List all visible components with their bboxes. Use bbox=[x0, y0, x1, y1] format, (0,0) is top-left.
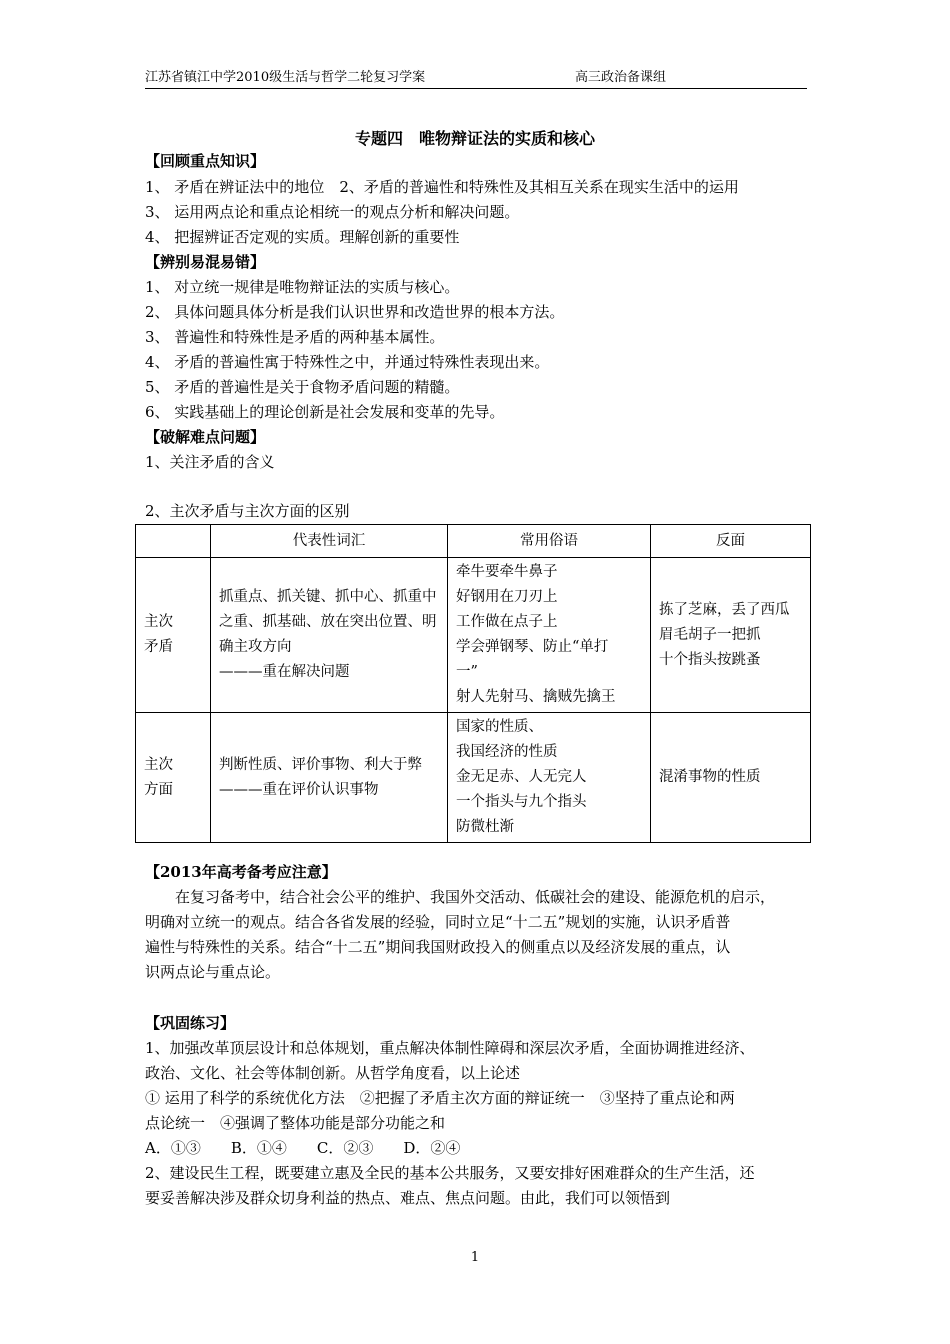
exam-line: 明确对立统一的观点。结合各省发展的经验，同时立足“十二五”规划的实施，认识矛盾普 bbox=[145, 913, 731, 931]
page-title: 专题四 唯物辩证法的实质和核心 bbox=[354, 129, 595, 148]
sayings-cell bbox=[448, 558, 651, 713]
practice-line: 要妥善解决涉及群众切身利益的热点、难点、焦点问题。由此，我们可以领悟到 bbox=[145, 1189, 671, 1207]
cell-line: 十个指头按跳蚤 bbox=[659, 651, 761, 668]
table-header: 反面 bbox=[651, 525, 811, 558]
cell-line: 确主攻方向 bbox=[219, 639, 292, 655]
difficult-heading: 【破解难点问题】 bbox=[145, 428, 266, 446]
practice-line: 2、建设民生工程，既要建立惠及全民的基本公共服务，又要安排好困难群众的生产生活，还 bbox=[145, 1164, 755, 1182]
exam-heading: 【2013年高考备考应注意】 bbox=[145, 863, 337, 881]
cell-line: 工作做在点子上 bbox=[456, 614, 558, 630]
distinguish-item: 6、 实践基础上的理论创新是社会发展和变革的先导。 bbox=[145, 403, 505, 421]
practice-line: 点论统一 ④强调了整体功能是部分功能之和 bbox=[145, 1114, 446, 1132]
difficult-item-2: 2、主次矛盾与主次方面的区别 bbox=[145, 502, 350, 520]
table-header-row bbox=[136, 525, 811, 558]
cell-line: 学会弹钢琴、防止“单打 bbox=[456, 639, 609, 655]
distinguish-item: 2、 具体问题具体分析是我们认识世界和改造世界的根本方法。 bbox=[145, 303, 565, 321]
cell-line: 好钢用在刀刃上 bbox=[456, 589, 558, 605]
table-header bbox=[136, 525, 211, 558]
cell-line: 一” bbox=[456, 664, 478, 680]
cell-line: 牵牛要牵牛鼻子 bbox=[456, 564, 558, 580]
cell-line: 混淆事物的性质 bbox=[659, 769, 761, 785]
table-header: 代表性词汇 bbox=[211, 525, 448, 558]
contradiction-table bbox=[135, 524, 811, 843]
page-header bbox=[145, 66, 807, 89]
sayings-cell bbox=[448, 713, 651, 843]
cell-line: 判断性质、评价事物、利大于弊 bbox=[219, 756, 422, 773]
cell-line: 一个指头与九个指头 bbox=[456, 794, 587, 810]
review-item: 1、 矛盾在辨证法中的地位 2、矛盾的普遍性和特殊性及其相互关系在现实生活中的运用 bbox=[145, 178, 739, 196]
distinguish-heading: 【辨别易混易错】 bbox=[145, 253, 266, 271]
opposite-cell bbox=[651, 558, 811, 713]
exam-line: 在复习备考中，结合社会公平的维护、我国外交活动、低碳社会的建设、能源危机的启示， bbox=[145, 888, 776, 906]
distinguish-item: 1、 对立统一规律是唯物辩证法的实质与核心。 bbox=[145, 278, 460, 296]
answer-options: A．①③ B．①④ C．②③ D．②④ bbox=[145, 1139, 461, 1157]
cell-line: 国家的性质、 bbox=[456, 719, 543, 735]
cell-line: 拣了芝麻，丢了西瓜 bbox=[659, 601, 790, 618]
cell-line: 防微杜渐 bbox=[456, 819, 514, 835]
table-row bbox=[136, 713, 811, 843]
review-item: 3、 运用两点论和重点论相统一的观点分析和解决问题。 bbox=[145, 203, 520, 221]
header-left: 江苏省镇江中学2010级生活与哲学二轮复习学案 bbox=[145, 70, 426, 85]
cell-line: 抓重点、抓关键、抓中心、抓重中 bbox=[219, 589, 437, 605]
practice-line: 政治、文化、社会等体制创新。从哲学角度看，以上论述 bbox=[145, 1064, 521, 1082]
practice-line: ① 运用了科学的系统优化方法 ②把握了矛盾主次方面的辩证统一 ③坚持了重点论和两 bbox=[145, 1089, 735, 1107]
row-label bbox=[136, 558, 211, 713]
table-header: 常用俗语 bbox=[448, 525, 651, 558]
cell-line: ———重在解决问题 bbox=[219, 664, 350, 680]
exam-line: 遍性与特殊性的关系。结合“十二五”期间我国财政投入的侧重点以及经济发展的重点，认 bbox=[145, 938, 731, 956]
cell-line: 之重、抓基础、放在突出位置、明 bbox=[219, 614, 437, 630]
opposite-cell bbox=[651, 713, 811, 843]
review-item: 4、 把握辨证否定观的实质。理解创新的重要性 bbox=[145, 228, 460, 246]
row-label bbox=[136, 713, 211, 843]
review-heading: 【回顾重点知识】 bbox=[145, 152, 266, 170]
cell-line: 我国经济的性质 bbox=[456, 744, 558, 760]
distinguish-item: 3、 普遍性和特殊性是矛盾的两种基本属性。 bbox=[145, 328, 445, 346]
cell-line: 金无足赤、人无完人 bbox=[456, 769, 587, 785]
row-label-line: 矛盾 bbox=[144, 639, 173, 655]
vocab-cell bbox=[211, 713, 448, 843]
cell-line: ———重在评价认识事物 bbox=[219, 781, 379, 798]
page-number: 1 bbox=[470, 1250, 480, 1265]
vocab-cell bbox=[211, 558, 448, 713]
row-label-line: 主次 bbox=[144, 614, 173, 630]
header-right: 高三政治备课组 bbox=[575, 70, 667, 85]
row-label-line: 主次 bbox=[144, 756, 173, 773]
difficult-item-1: 1、关注矛盾的含义 bbox=[145, 453, 275, 471]
cell-line: 眉毛胡子一把抓 bbox=[659, 626, 761, 643]
row-label-line: 方面 bbox=[144, 781, 173, 798]
practice-line: 1、加强改革顶层设计和总体规划，重点解决体制性障碍和深层次矛盾，全面协调推进经济、 bbox=[145, 1039, 755, 1057]
cell-line: 射人先射马、擒贼先擒王 bbox=[456, 689, 616, 705]
distinguish-item: 5、 矛盾的普遍性是关于食物矛盾问题的精髓。 bbox=[145, 378, 460, 396]
exam-line: 识两点论与重点论。 bbox=[145, 963, 281, 981]
table-row bbox=[136, 558, 811, 713]
distinguish-item: 4、 矛盾的普遍性寓于特殊性之中，并通过特殊性表现出来。 bbox=[145, 353, 550, 371]
practice-heading: 【巩固练习】 bbox=[145, 1014, 236, 1032]
